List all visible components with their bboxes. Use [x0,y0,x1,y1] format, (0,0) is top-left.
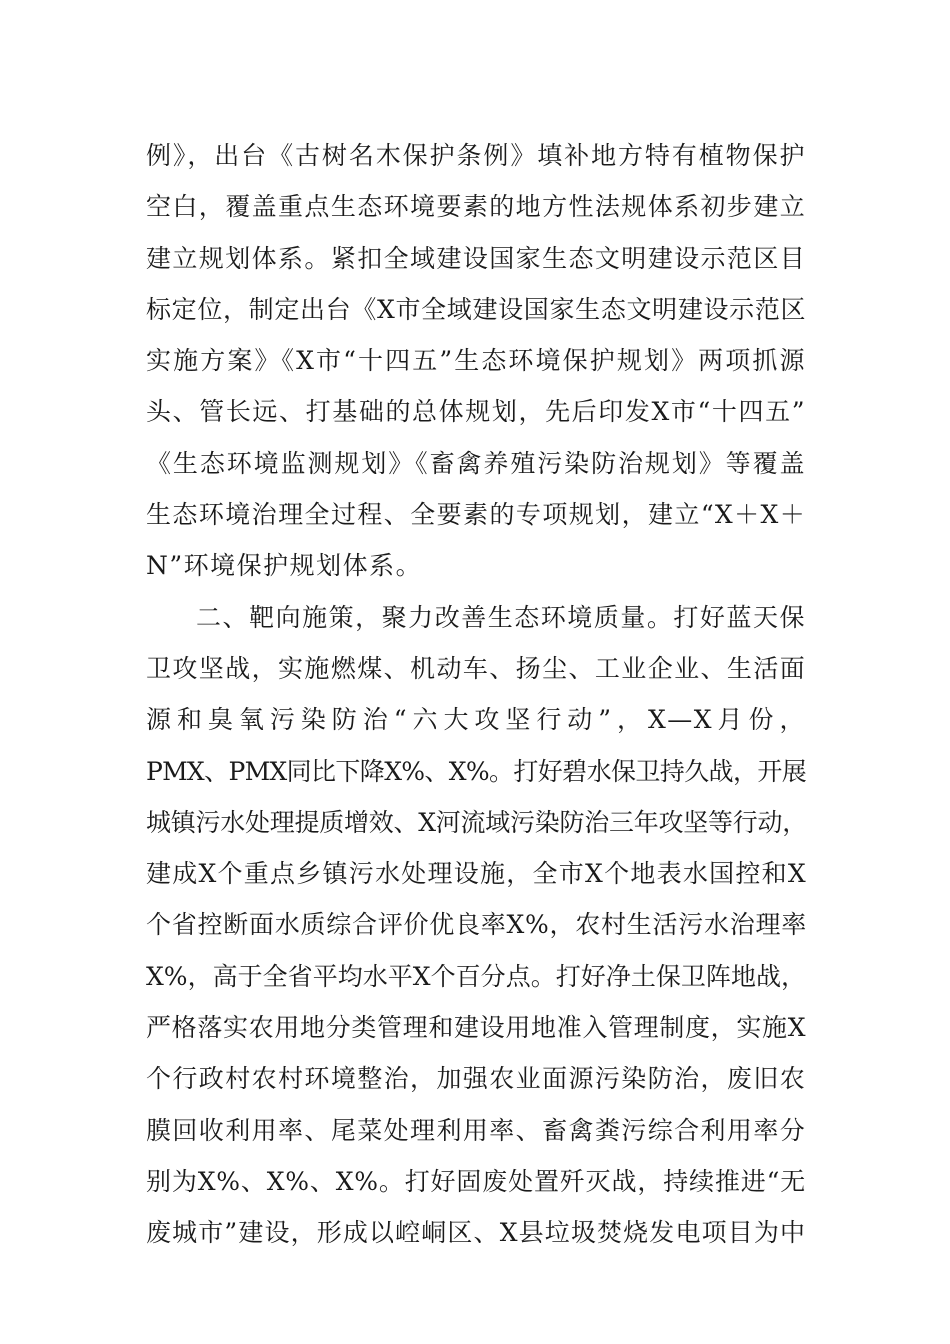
text-line: 个省控断面水质综合评价优良率X%，农村生活污水治理率 [146,910,808,940]
text-line: 建立规划体系。紧扣全域建设国家生态文明建设示范区目 [146,243,806,273]
text-line: 严格落实农用地分类管理和建设用地准入管理制度，实施X [146,1013,806,1043]
text-line: 《生态环境监测规划》《畜禽养殖污染防治规划》等覆盖 [146,448,806,478]
text-line: 生态环境治理全过程、全要素的专项规划，建立“X＋X＋ [146,500,806,530]
text-line: 空白，覆盖重点生态环境要素的地方性法规体系初步建立 [146,192,806,222]
text-line: X%，高于全省平均水平X个百分点。打好净土保卫阵地战， [146,961,806,991]
text-line: N”环境保护规划体系。 [146,551,423,581]
text-line: 头、管长远、打基础的总体规划，先后印发X市“十四五” [146,397,806,427]
text-line: 源和臭氧污染防治“六大攻坚行动”，X—X月份， [146,705,806,735]
text-line: 实施方案》《X市“十四五”生态环境保护规划》两项抓源 [146,346,806,376]
text-line: 卫攻坚战，实施燃煤、机动车、扬尘、工业企业、生活面 [146,653,806,683]
text-line: 膜回收利用率、尾菜处理利用率、畜禽粪污综合利用率分 [146,1115,806,1145]
text-line: 例》，出台《古树名木保护条例》填补地方特有植物保护 [146,141,806,170]
text-line: 建成X个重点乡镇污水处理设施，全市X个地表水国控和X [146,859,807,889]
document-body [146,130,806,1259]
text-line: PMX、PMX同比下降X%、X%。打好碧水保卫持久战，开展 [146,756,806,786]
text-line: 城镇污水处理提质增效、X河流域污染防治三年攻坚等行动， [146,807,808,837]
text-line: 标定位，制定出台《X市全域建设国家生态文明建设示范区 [146,294,806,324]
text-line: 废城市”建设，形成以崆峒区、X县垃圾焚烧发电项目为中 [146,1218,806,1248]
text-line: 别为X%、X%、X%。打好固废处置歼灭战，持续推进“无 [146,1166,806,1196]
paragraph-heading-line: 二、靶向施策，聚力改善生态环境质量。打好蓝天保 [196,602,806,632]
text-line: 个行政村农村环境整治，加强农业面源污染防治，废旧农 [146,1064,806,1094]
